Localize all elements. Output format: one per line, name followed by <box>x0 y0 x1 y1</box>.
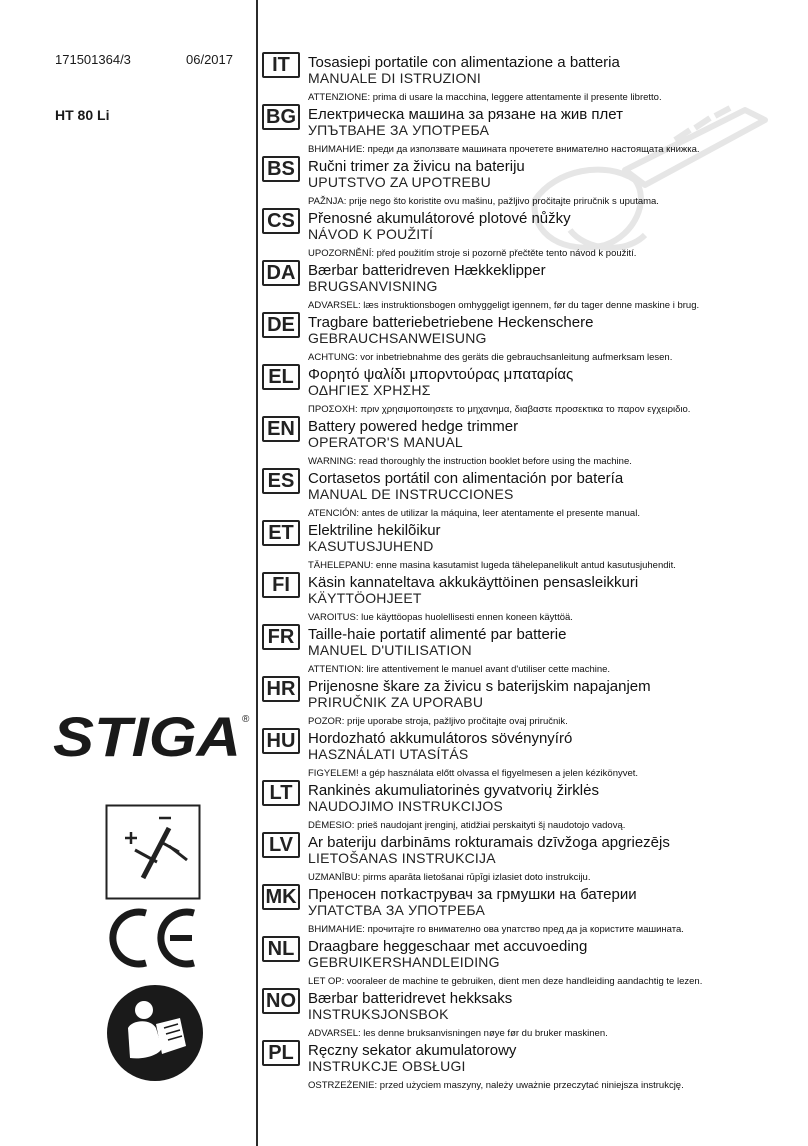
language-code-badge: HR <box>262 676 300 702</box>
language-section-bg <box>262 104 802 156</box>
safety-warning: LET OP: vooraleer de machine te gebruiken, dient men deze handleiding aandachtig te lezen. <box>308 976 703 987</box>
language-code-badge: NO <box>262 988 300 1014</box>
language-section-fr <box>262 624 802 676</box>
safety-warning: ADVARSEL: læs instruktionsbogen omhyggeligt igennem, før du tager denne maskine i brug. <box>308 300 700 311</box>
language-code-badge: FI <box>262 572 300 598</box>
safety-warning: TÄHELEPANU: enne masina kasutamist lugeda tähelepanelikult antud kasutusjuhendit. <box>308 560 676 571</box>
language-section-pl <box>262 1040 802 1092</box>
manual-subtitle: NÁVOD K POUŽITÍ <box>308 226 434 242</box>
manual-subtitle: KÄYTTÖOHJEET <box>308 590 422 606</box>
language-section-nl <box>262 936 802 988</box>
product-title: Tragbare batteriebetriebene Heckenschere <box>308 314 594 331</box>
document-date: 06/2017 <box>186 52 233 67</box>
language-section-lv <box>262 832 802 884</box>
product-title: Ar bateriju darbināms rokturamais dzīvžoga apgriezējs <box>308 834 670 851</box>
language-section-de <box>262 312 802 364</box>
manual-subtitle: MANUAL DE INSTRUCCIONES <box>308 486 514 502</box>
manual-subtitle: УПЪТВАНЕ ЗА УПОТРЕБА <box>308 122 490 138</box>
language-code-badge: BG <box>262 104 300 130</box>
safety-warning: ВНИМАНИЕ: преди да използвате машината прочетете внимателно настоящата книжка. <box>308 144 700 155</box>
language-code-badge: EL <box>262 364 300 390</box>
safety-warning: PAŽNJA: prije nego što koristite ovu mašinu, pažljivo pročitajte priručnik s uputama. <box>308 196 659 207</box>
language-code-badge: IT <box>262 52 300 78</box>
language-section-hu <box>262 728 802 780</box>
manual-subtitle: GEBRUIKERSHANDLEIDING <box>308 954 500 970</box>
product-title: Tosasiepi portatile con alimentazione a batteria <box>308 54 620 71</box>
product-title: Hordozható akkumulátoros sövénynyíró <box>308 730 573 747</box>
safety-warning: DĖMESIO: prieš naudojant įrenginį, atidžiai perskaityti šį naudotojo vadovą. <box>308 820 626 831</box>
language-code-badge: MK <box>262 884 300 910</box>
battery-symbol-icon <box>105 804 201 900</box>
safety-warning: POZOR: prije uporabe stroja, pažljivo pročitajte ovaj priručnik. <box>308 716 568 727</box>
svg-text:STIGA: STIGA <box>53 710 241 762</box>
language-section-hr <box>262 676 802 728</box>
safety-warning: ACHTUNG: vor inbetriebnahme des geräts die gebrauchsanleitung aufmerksam lesen. <box>308 352 673 363</box>
language-list <box>262 52 802 1092</box>
language-code-badge: ES <box>262 468 300 494</box>
language-section-it <box>262 52 802 104</box>
language-code-badge: DE <box>262 312 300 338</box>
language-code-badge: LT <box>262 780 300 806</box>
product-title: Електрическа машина за рязане на жив плет <box>308 106 623 123</box>
product-title: Käsin kannateltava akkukäyttöinen pensasleikkuri <box>308 574 639 591</box>
safety-warning: WARNING: read thoroughly the instruction booklet before using the machine. <box>308 456 632 467</box>
product-title: Преносен потkаструвач за грмушки на батерии <box>308 886 637 903</box>
language-code-badge: EN <box>262 416 300 442</box>
product-title: Taille-haie portatif alimenté par batterie <box>308 626 567 643</box>
manual-subtitle: MANUALE DI ISTRUZIONI <box>308 70 481 86</box>
safety-warning: VAROITUS: lue käyttöopas huolellisesti ennen koneen käyttöä. <box>308 612 573 623</box>
product-title: Ručni trimer za živicu na bateriju <box>308 158 525 175</box>
manual-subtitle: LIETOŠANAS INSTRUKCIJA <box>308 850 496 866</box>
manual-subtitle: ΟΔΗΓΙΕΣ ΧΡΗΣΗΣ <box>308 382 431 398</box>
ce-mark-icon <box>106 905 198 971</box>
language-code-badge: BS <box>262 156 300 182</box>
safety-warning: ATTENTION: lire attentivement le manuel avant d'utiliser cette machine. <box>308 664 611 675</box>
manual-subtitle: NAUDOJIMO INSTRUKCIJOS <box>308 798 503 814</box>
product-title: Bærbar batteridreven Hækkeklipper <box>308 262 546 279</box>
product-title: Elektriline hekilõikur <box>308 522 441 539</box>
product-title: Rankinės akumuliatorinės gyvatvorių žirklės <box>308 782 599 799</box>
read-manual-icon <box>106 984 204 1082</box>
language-section-da <box>262 260 802 312</box>
manual-subtitle: UPUTSTVO ZA UPOTREBU <box>308 174 491 190</box>
manual-subtitle: УПАТСТВА ЗА УПОТРЕБА <box>308 902 486 918</box>
manual-subtitle: GEBRAUCHSANWEISUNG <box>308 330 487 346</box>
safety-warning: UZMANĪBU: pirms aparāta lietošanai rūpīgi izlasiet doto instrukciju. <box>308 872 591 883</box>
language-code-badge: NL <box>262 936 300 962</box>
product-title: Draagbare heggeschaar met accuvoeding <box>308 938 588 955</box>
product-title: Ręczny sekator akumulatorowy <box>308 1042 517 1059</box>
manual-subtitle: OPERATOR'S MANUAL <box>308 434 463 450</box>
safety-warning: ATENCIÓN: antes de utilizar la máquina, leer atentamente el presente manual. <box>308 508 640 519</box>
left-column <box>0 0 256 1146</box>
safety-warning: OSTRZEŻENIE: przed użyciem maszyny, należy uważnie przeczytać niniejsza instrukcję. <box>308 1080 684 1091</box>
language-code-badge: ET <box>262 520 300 546</box>
language-section-en <box>262 416 802 468</box>
product-title: Φορητό ψαλίδι μπορντούρας μπαταρίας <box>308 366 574 383</box>
product-title: Battery powered hedge trimmer <box>308 418 519 435</box>
manual-subtitle: PRIRUČNIK ZA UPORABU <box>308 694 484 710</box>
language-section-lt <box>262 780 802 832</box>
language-code-badge: FR <box>262 624 300 650</box>
manual-subtitle: BRUGSANVISNING <box>308 278 438 294</box>
model-name: HT 80 Li <box>55 107 110 123</box>
manual-subtitle: INSTRUKSJONSBOK <box>308 1006 449 1022</box>
language-section-cs <box>262 208 802 260</box>
safety-warning: ATTENZIONE: prima di usare la macchina, leggere attentamente il presente libretto. <box>308 92 662 103</box>
language-section-el <box>262 364 802 416</box>
product-title: Bærbar batteridrevet hekksaks <box>308 990 513 1007</box>
safety-warning: ADVARSEL: les denne bruksanvisningen nøye før du bruker maskinen. <box>308 1028 608 1039</box>
language-section-no <box>262 988 802 1040</box>
language-section-fi <box>262 572 802 624</box>
product-title: Cortasetos portátil con alimentación por batería <box>308 470 624 487</box>
safety-warning: ΠΡΟΣΟΧΗ: πριν χρησιμοποιησετε το μηχανημα, διαβαστε προσεκτικα το παρον εγχειριδιο. <box>308 404 691 415</box>
svg-text:®: ® <box>242 714 250 725</box>
language-code-badge: DA <box>262 260 300 286</box>
language-section-bs <box>262 156 802 208</box>
manual-subtitle: KASUTUSJUHEND <box>308 538 434 554</box>
language-section-es <box>262 468 802 520</box>
language-code-badge: HU <box>262 728 300 754</box>
product-title: Prijenosne škare za živicu s baterijskim napajanjem <box>308 678 651 695</box>
safety-warning: ВНИМАНИЕ: прочитајте го внимателно ова упатство пред да ја користите машината. <box>308 924 684 935</box>
vertical-divider <box>256 0 258 1146</box>
manual-subtitle: HASZNÁLATI UTASÍTÁS <box>308 746 469 762</box>
manual-subtitle: MANUEL D'UTILISATION <box>308 642 472 658</box>
language-section-mk <box>262 884 802 936</box>
language-code-badge: LV <box>262 832 300 858</box>
language-section-et <box>262 520 802 572</box>
language-code-badge: PL <box>262 1040 300 1066</box>
document-code: 171501364/3 <box>55 52 131 67</box>
manual-subtitle: INSTRUKCJE OBSŁUGI <box>308 1058 466 1074</box>
safety-warning: FIGYELEM! a gép használata előtt olvassa el figyelmesen a jelen kézikönyvet. <box>308 768 639 779</box>
language-code-badge: CS <box>262 208 300 234</box>
product-title: Přenosné akumulátorové plotové nůžky <box>308 210 571 227</box>
stiga-logo <box>53 710 253 762</box>
safety-warning: UPOZORNĚNÍ: před použitím stroje si pozorně přečtěte tento návod k použití. <box>308 248 637 259</box>
